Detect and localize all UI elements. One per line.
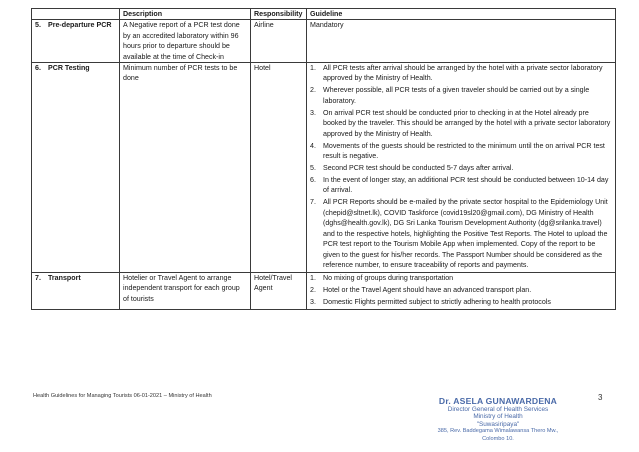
responsibility-cell: Hotel/Travel Agent (251, 272, 307, 309)
list-item (310, 85, 612, 106)
footer-text: Health Guidelines for Managing Tourists 06-01-2021 – Ministry of Health (33, 393, 212, 399)
list-item (310, 197, 612, 270)
stamp-ministry: Ministry of Health (473, 413, 523, 421)
table-row (32, 20, 616, 63)
header-cell-section (32, 9, 120, 20)
section-title: PCR Testing (47, 64, 90, 73)
stamp-city: Colombo 10. (482, 435, 514, 442)
list-item-number: 4. (310, 141, 316, 150)
stamp-address: 385, Rev. Baddegama Wimalawansa Thero Mw., (437, 428, 559, 435)
list-item-text: In the event of longer stay, an additional PCR test should be conducted between 10-14 day of arrival. (323, 176, 609, 195)
section-title: Transport (47, 273, 81, 282)
list-item-number: 3. (310, 108, 316, 117)
description-cell: Hotelier or Travel Agent to arrange independent transport for each group of tourists (120, 272, 251, 309)
header-cell-description: Description (120, 9, 251, 20)
section-cell (32, 63, 120, 273)
list-item (310, 175, 612, 196)
stamp-name: Dr. ASELA GUNAWARDENA (438, 396, 558, 406)
list-item-number: 2. (310, 86, 316, 95)
list-item-number: 6. (310, 176, 316, 185)
list-item-number: 1. (310, 273, 316, 282)
stamp-building: "Suwasiripaya" (476, 420, 520, 428)
list-item (310, 297, 612, 307)
list-item-text: All PCR Reports should be e-mailed by the private sector hospital to the Epidemiology Unit (chepid@sltnet.lk), COVID Taskforce (covid19sl20@gmail.com), DG Ministry of Health (dghs@health.gov.lk), DG Sri Lanka Tourism Development Authority (dg@srilanka.travel) and to the respective hotels, highlighting the Positive Test Reports. The Hotel to upload the PCR test report to the Tourism Mobile App when implemented. Copy of the report to be given to the guest for his/her records. The Passport Number should be considered as the reference number, to ensure traceability of reports and payments. (323, 198, 608, 269)
table-row (32, 272, 616, 309)
section-number: 6. (35, 64, 41, 73)
table-header-row (32, 9, 616, 20)
list-item-number: 3. (310, 297, 316, 306)
list-item (310, 273, 612, 283)
section-number: 5. (35, 21, 41, 30)
list-item-text: Domestic Flights permitted subject to strictly adhering to health protocols (323, 297, 551, 306)
official-stamp (418, 398, 578, 444)
list-item-text: No mixing of groups during transportation (323, 273, 454, 282)
guideline-list (310, 63, 612, 270)
list-item (310, 285, 612, 295)
list-item-text: On arrival PCR test should be conducted prior to checking in at the Hotel already pre booked by the traveler. This should be arranged by the hotel with a private sector laboratory approved by the Ministry of Health. (323, 108, 611, 138)
description-cell: Minimum number of PCR tests to be done (120, 63, 251, 273)
page-number: 3 (598, 393, 603, 402)
list-item-text: Wherever possible, all PCR tests of a given traveler should be carried out by a single laboratory. (323, 86, 590, 105)
header-cell-guideline: Guideline (307, 9, 616, 20)
table-row (32, 63, 616, 273)
section-number: 7. (35, 273, 41, 282)
section-cell (32, 272, 120, 309)
section-title: Pre-departure PCR (47, 21, 112, 30)
list-item (310, 108, 612, 139)
list-item-text: Hotel or the Travel Agent should have an advanced transport plan. (323, 285, 532, 294)
list-item (310, 163, 612, 173)
stamp-title: Director General of Health Services (447, 405, 549, 413)
list-item-text: Second PCR test should be conducted 5-7 days after arrival. (323, 164, 514, 173)
list-item-number: 1. (310, 64, 316, 73)
list-item-number: 7. (310, 198, 316, 207)
responsibility-cell: Airline (251, 20, 307, 63)
list-item (310, 63, 612, 84)
list-item-number: 2. (310, 285, 316, 294)
guideline-cell (307, 63, 616, 273)
responsibility-cell: Hotel (251, 63, 307, 273)
list-item-text: All PCR tests after arrival should be arranged by the hotel with a private sector laboratory approved by the Ministry of Health. (323, 64, 603, 83)
header-cell-responsibility: Responsibility (251, 9, 307, 20)
list-item (310, 141, 612, 162)
list-item-number: 5. (310, 164, 316, 173)
section-cell (32, 20, 120, 63)
guideline-cell (307, 272, 616, 309)
description-cell: A Negative report of a PCR test done by an accredited laboratory within 96 hours prior to departure should be available at the time of Check-in (120, 20, 251, 63)
guideline-cell: Mandatory (307, 20, 616, 63)
guideline-list (310, 273, 612, 307)
list-item-text: Movements of the guests should be restricted to the minimum until the on arrival PCR test result is negative. (323, 141, 605, 161)
guidelines-table (31, 8, 616, 310)
